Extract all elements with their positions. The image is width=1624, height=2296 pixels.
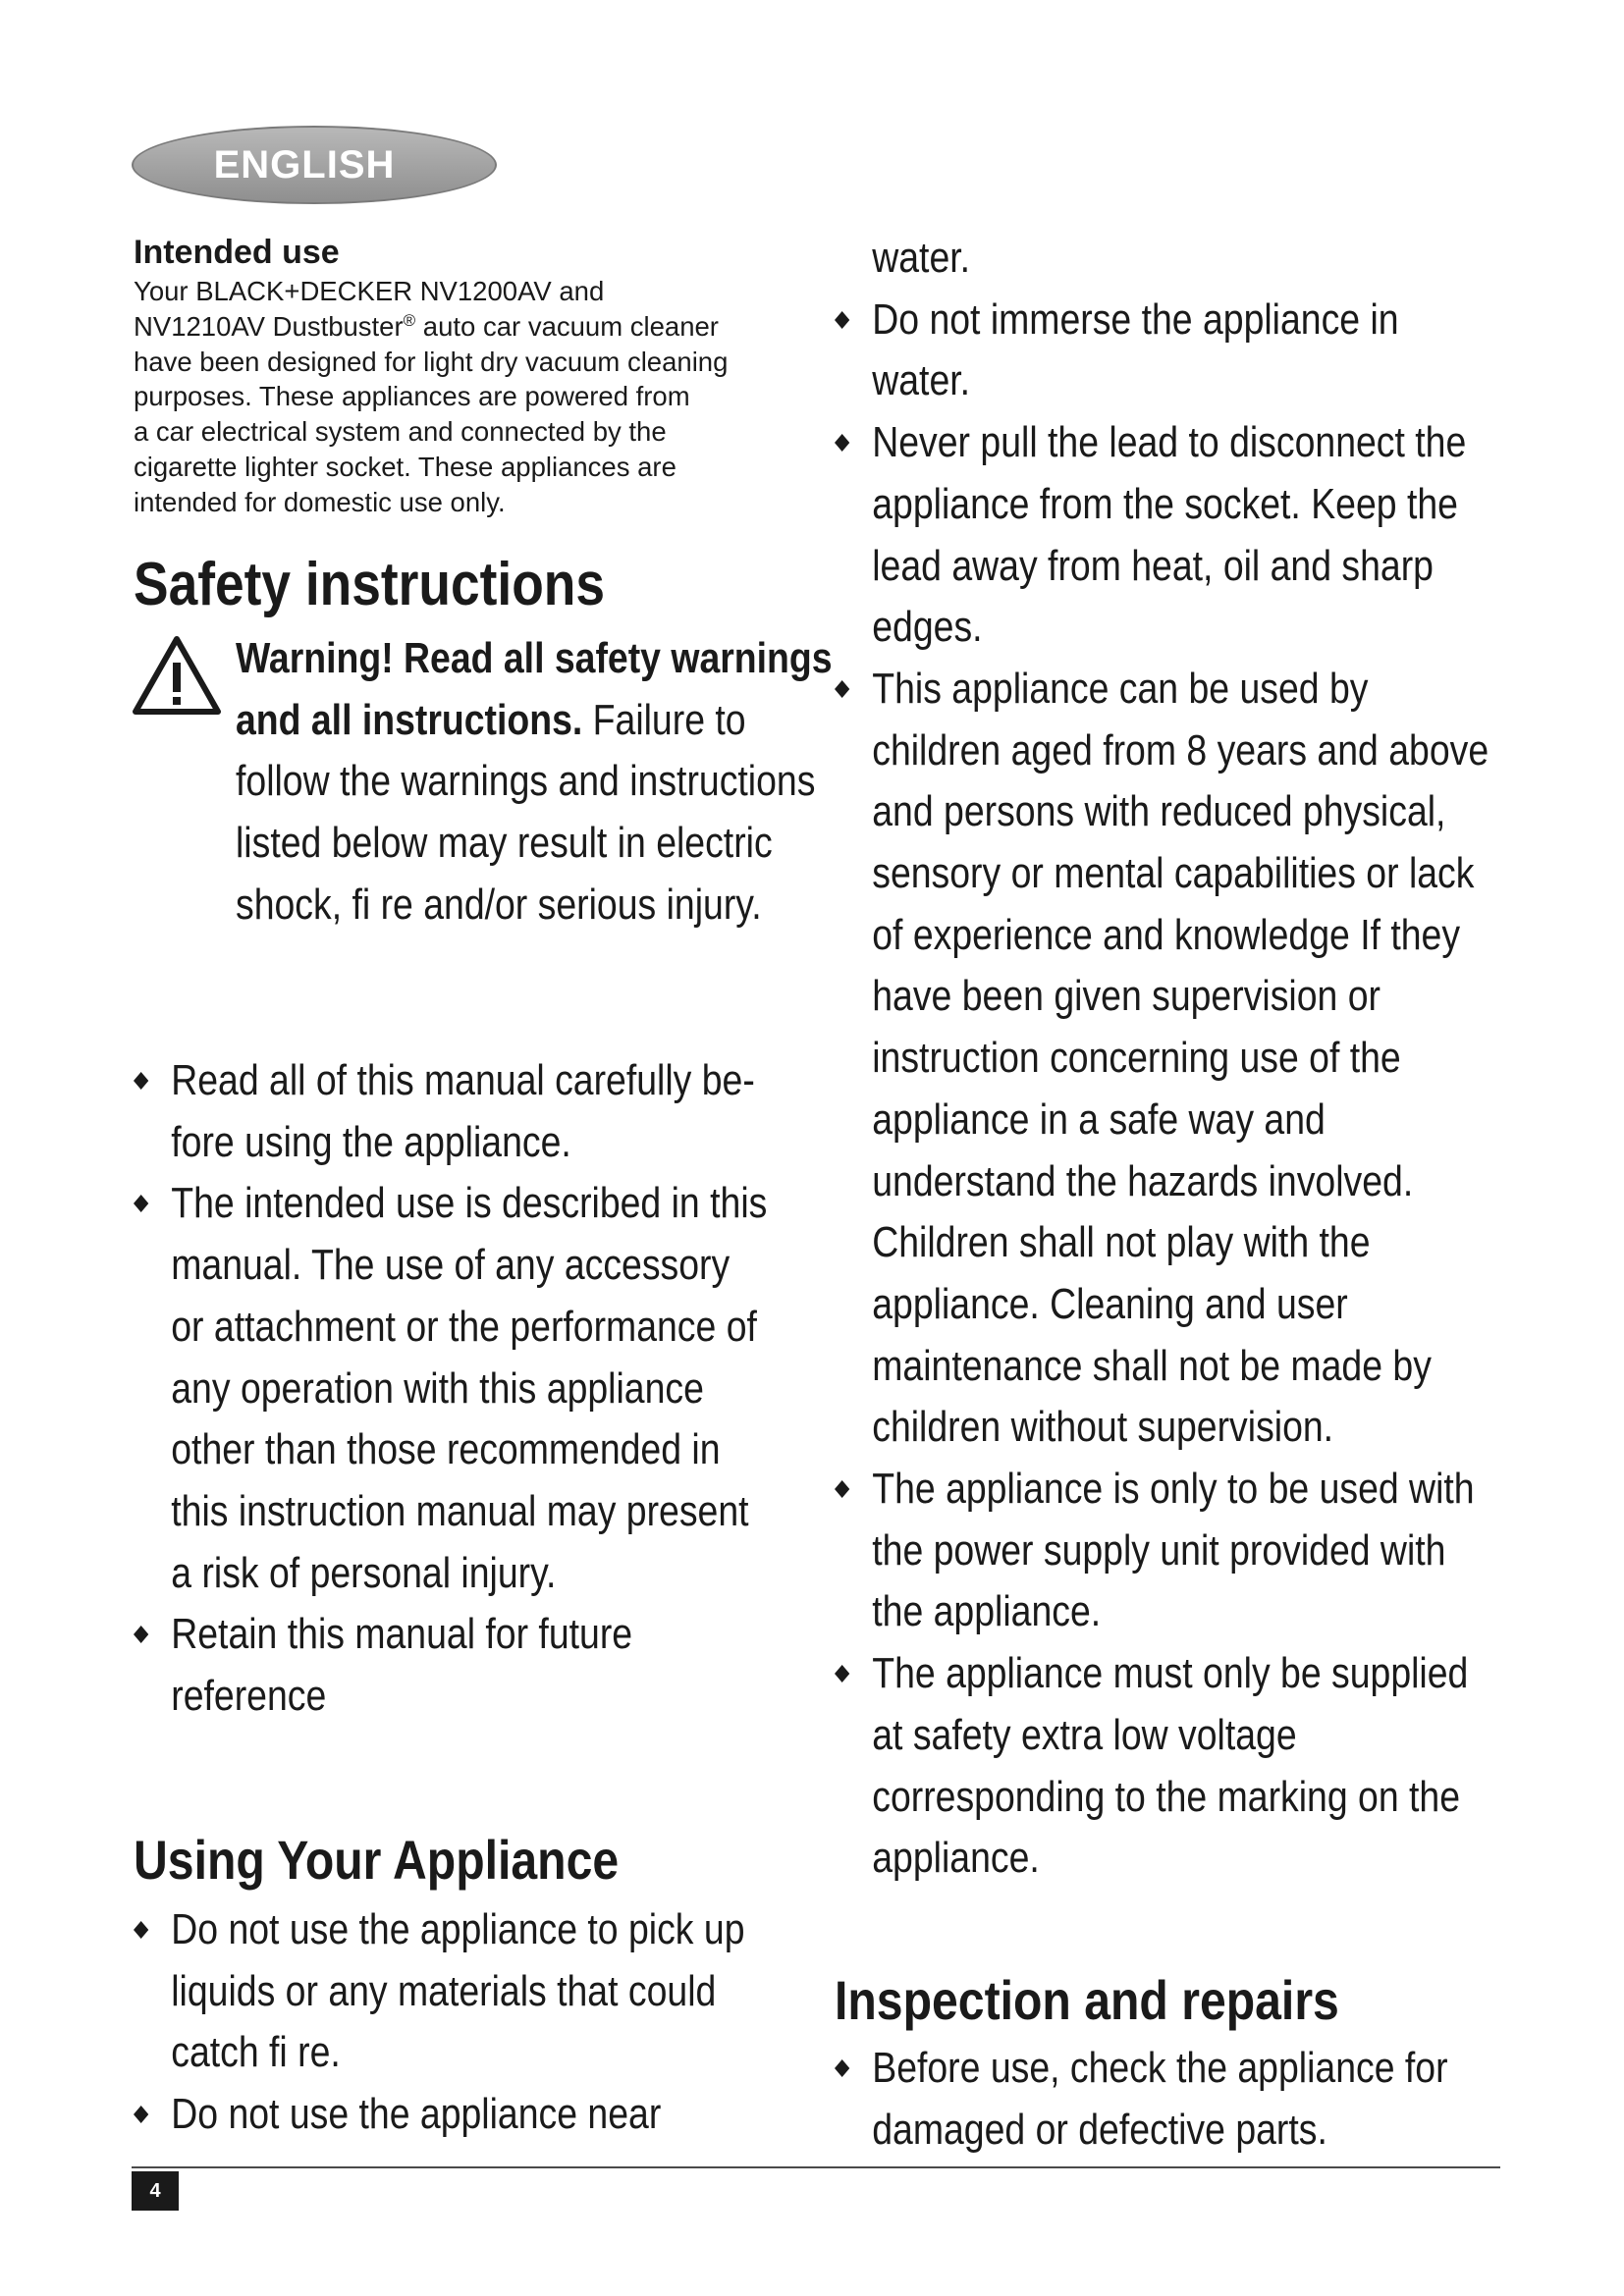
registered-mark: ® bbox=[403, 310, 416, 330]
diamond-bullet-icon bbox=[134, 2106, 148, 2123]
inspection-bullets-block bbox=[835, 2038, 1502, 2161]
right-bullet-list bbox=[835, 290, 1502, 1890]
using-appliance-heading: Using Your Appliance bbox=[134, 1829, 620, 1891]
continuation-text: water. bbox=[872, 234, 971, 282]
language-tab bbox=[132, 126, 497, 204]
intended-use-line: intended for domestic use only. bbox=[134, 486, 506, 517]
diamond-bullet-icon bbox=[134, 1921, 148, 1939]
language-label: ENGLISH bbox=[213, 142, 396, 187]
list-item: Read all of this manual carefully be-fore using the appliance. bbox=[134, 1050, 768, 1173]
diamond-bullet-icon bbox=[134, 1072, 148, 1090]
diamond-bullet-icon bbox=[835, 1480, 849, 1498]
diamond-bullet-icon bbox=[835, 1665, 849, 1682]
inspection-bullet-list bbox=[835, 2038, 1502, 2161]
list-item: The appliance is only to be used with the power supply unit provided with the appliance. bbox=[835, 1459, 1502, 1643]
diamond-bullet-icon bbox=[835, 2059, 849, 2077]
list-item: Retain this manual for future reference bbox=[134, 1604, 768, 1727]
intended-use-body bbox=[134, 274, 791, 520]
using-bullet-list bbox=[134, 1899, 768, 2146]
page-number: 4 bbox=[132, 2171, 179, 2211]
safety-bullets-block bbox=[134, 1050, 768, 1728]
right-column-block bbox=[835, 228, 1502, 1890]
intended-use-heading: Intended use bbox=[134, 234, 340, 271]
list-item: The intended use is described in this manual. The use of any accessory or attachment or the performance of any operation with this appliance other than those recommended in this instruction manual may present a risk of personal injury. bbox=[134, 1173, 768, 1604]
intended-use-line: Your BLACK+DECKER NV1200AV and bbox=[134, 276, 605, 306]
safety-bullet-list bbox=[134, 1050, 768, 1728]
list-item: Do not use the appliance to pick up liquids or any materials that could catch fi re. bbox=[134, 1899, 768, 2084]
diamond-bullet-icon bbox=[835, 680, 849, 698]
list-item: Before use, check the appliance for damaged or defective parts. bbox=[835, 2038, 1502, 2161]
intended-use-line: a car electrical system and connected by the bbox=[134, 416, 667, 448]
inspection-heading: Inspection and repairs bbox=[835, 1969, 1339, 2031]
diamond-bullet-icon bbox=[835, 311, 849, 329]
intended-use-line: cigarette lighter socket. These appliances are bbox=[134, 451, 677, 482]
list-item: Never pull the lead to disconnect the appliance from the socket. Keep the lead away from heat, oil and sharp edges. bbox=[835, 412, 1502, 659]
diamond-bullet-icon bbox=[134, 1626, 148, 1643]
warning-text: Failure to follow the warnings and instructions listed below may result in electric shock, fi re and/or serious injury. bbox=[236, 695, 816, 929]
list-item: Do not use the appliance near bbox=[134, 2084, 768, 2146]
list-item: This appliance can be used by children aged from 8 years and above and persons with reduced physical, sensory or mental capabilities or lack of experience and knowledge If they have been given supervision or instruction concerning use of the appliance in a safe way and understand the hazards involved. Children shall not play with the appliance. Cleaning and user maintenance shall not be made by children without supervision. bbox=[835, 659, 1502, 1459]
diamond-bullet-icon bbox=[134, 1195, 148, 1212]
intended-use-line: NV1210AV Dustbuster® auto car vacuum cleaner bbox=[134, 310, 719, 342]
list-item: The appliance must only be supplied at safety extra low voltage corresponding to the marking on the appliance. bbox=[835, 1643, 1502, 1890]
footer-rule bbox=[132, 2166, 1500, 2168]
intended-use-line: have been designed for light dry vacuum cleaning bbox=[134, 346, 729, 377]
warning-triangle-icon bbox=[132, 633, 222, 716]
warning-bold-text: Warning! Read all safety warnings and all instructions. bbox=[236, 634, 833, 744]
using-bullets-block bbox=[134, 1899, 768, 2146]
diamond-bullet-icon bbox=[835, 434, 849, 452]
safety-heading: Safety instructions bbox=[134, 551, 605, 618]
intended-use-line: purposes. These appliances are powered from bbox=[134, 381, 690, 412]
list-item: Do not immerse the appliance in water. bbox=[835, 290, 1502, 412]
warning-paragraph bbox=[236, 628, 837, 936]
